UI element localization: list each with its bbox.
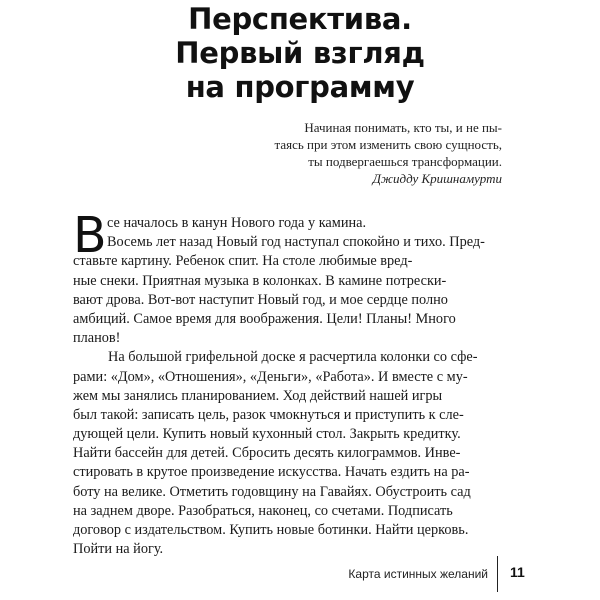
body-line: Пойти на йогу. [73, 541, 164, 558]
body-line: планов! [73, 330, 121, 347]
footer-divider [497, 556, 498, 592]
body-line: договор с издательством. Купить новые ботинки. Найти церковь. [73, 522, 469, 539]
body-line: стировать в крутое произведение искусства. Начать ездить на ра- [73, 464, 470, 481]
chapter-title-line: Перспектива. [188, 2, 412, 36]
body-line: ставьте картину. Ребенок спит. На столе любимые вред- [73, 253, 413, 270]
epigraph-line: ты подвергаешься трансформации. [308, 154, 502, 169]
chapter-title-line: Первый взгляд [175, 36, 425, 70]
epigraph-author: Джидду Кришнамурти [372, 171, 502, 186]
body-line: боту на велике. Отметить годовщину на Гавайях. Обустроить сад [73, 483, 471, 500]
body-line: амбиций. Самое время для воображения. Цели! Планы! Много [73, 310, 456, 327]
body-line: был такой: записать цель, разок чмокнуться и приступить к сле- [73, 406, 464, 423]
body-line: На большой грифельной доске я расчертила колонки со сфе- [108, 349, 478, 366]
epigraph [242, 119, 502, 187]
body-line: рами: «Дом», «Отношения», «Деньги», «Работа». И вместе с му- [73, 368, 468, 385]
page-number: 11 [510, 564, 525, 580]
body-line: вают дрова. Вот-вот наступит Новый год, и мое сердце полно [73, 291, 448, 308]
running-title: Карта истинных желаний [348, 567, 488, 581]
body-text [73, 207, 513, 559]
drop-cap: В [73, 207, 107, 264]
body-line: Найти бассейн для детей. Сбросить десять килограммов. Инве- [73, 445, 461, 462]
body-line: дующей цели. Купить новый кухонный стол. Закрыть кредитку. [73, 426, 461, 443]
body-line: ные снеки. Приятная музыка в колонках. В камине потрески- [73, 272, 447, 289]
body-line: жем мы занялись планированием. Ход действий нашей игры [73, 387, 443, 404]
body-line: Восемь лет назад Новый год наступал спокойно и тихо. Пред- [107, 234, 485, 251]
chapter-title-line: на программу [185, 70, 415, 104]
epigraph-line: Начиная понимать, кто ты, и не пы- [304, 120, 502, 135]
epigraph-line: таясь при этом изменить свою сущность, [274, 137, 502, 152]
chapter-title [0, 2, 600, 104]
body-line: се началось в канун Нового года у камина. [107, 215, 367, 231]
body-line: на заднем дворе. Разобраться, наконец, со счетами. Подписать [73, 502, 453, 519]
